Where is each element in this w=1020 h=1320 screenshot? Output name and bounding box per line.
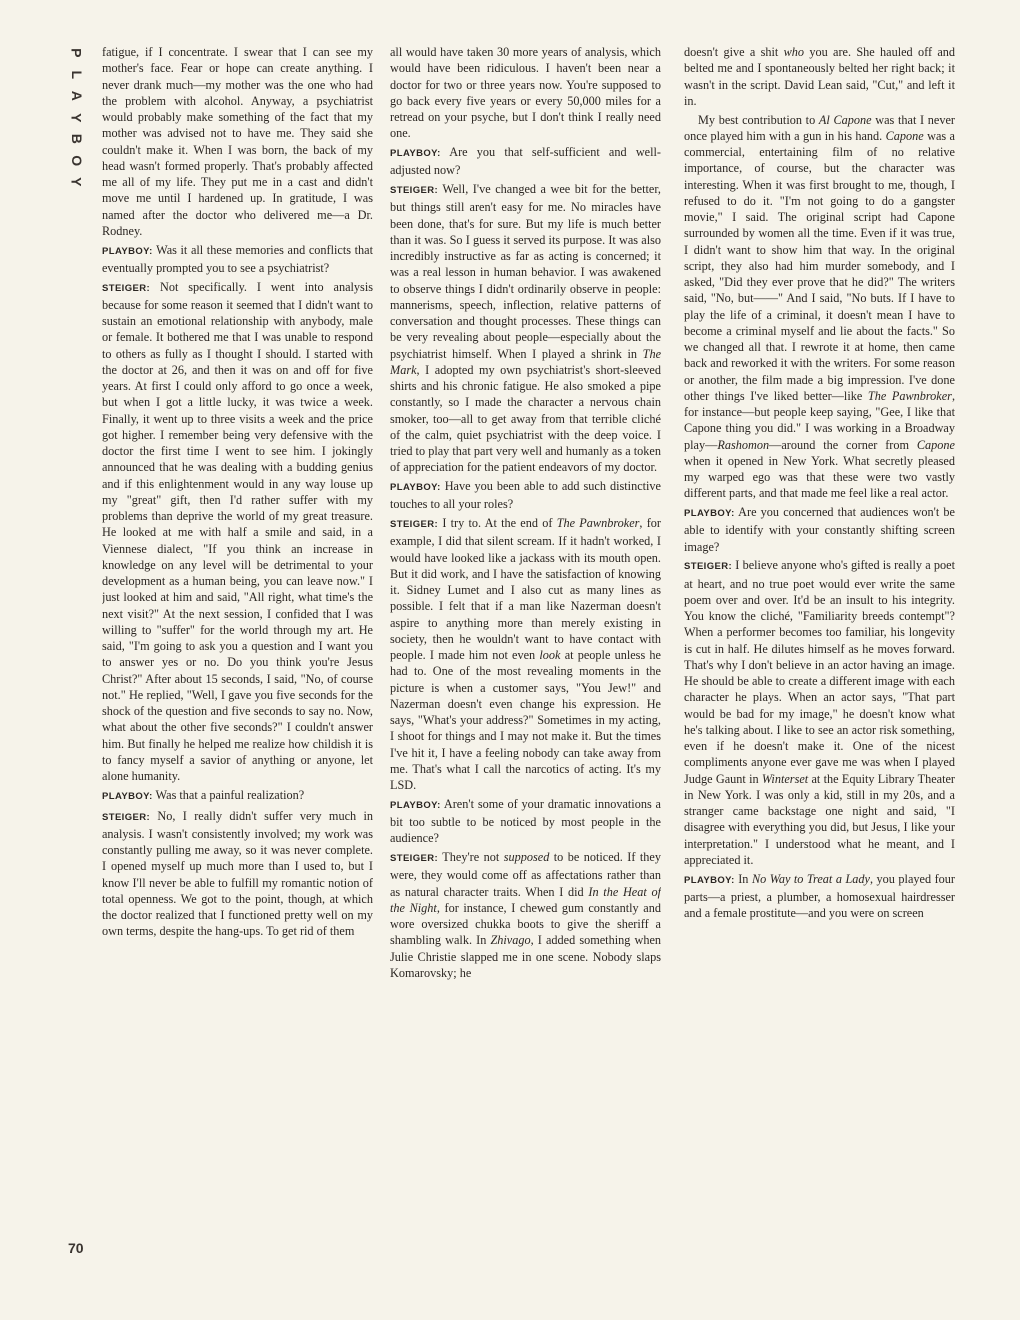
- speaker-label-playboy: PLAYBOY:: [102, 790, 153, 802]
- article-paragraph: [102, 44, 373, 239]
- paragraph-text: , I added something when Julie Christie slapped me in one scene. Nobody slaps Komarovsky; he: [390, 933, 661, 980]
- speaker-label-steiger: STEIGER:: [102, 811, 151, 823]
- speaker-label-playboy: PLAYBOY:: [684, 508, 735, 519]
- paragraph-text: , for instance, I chewed gum constantly and wore oversized chukka boots to give the sheriff a shambling walk. In: [390, 900, 661, 948]
- magazine-name-letter: A: [68, 90, 85, 101]
- paragraph-text: Are you that self-sufficient and well-adjusted now?: [390, 145, 661, 178]
- paragraph-text: , for example, I did that silent scream. If it hadn't worked, I would have looked like a jackass with its mouth open. But it did work, and I have the satisfaction of knowing it. Sidney Lumet and I also cut as many lines as possible. I felt that if a man like Nazerman doesn't aspire to anything more than merely existing in society, then he wouldn't want to have contact with people. I made him not even: [390, 516, 661, 662]
- paragraph-text: Was it all these memories and conflicts that eventually prompted you to see a psychiatrist?: [102, 242, 373, 275]
- italic-title: Zhivago: [490, 933, 531, 948]
- article-paragraph: [390, 144, 661, 179]
- paragraph-text: all would have taken 30 more years of analysis, which would have been ridiculous. I haven't been near a doctor for two or three years now. You're supposed to go back every five years or every 50,000 miles for a retread on your psyche, but I don't think I really need one.: [390, 45, 661, 141]
- magazine-name-letter: L: [68, 69, 85, 79]
- speaker-label-steiger: STEIGER:: [390, 519, 439, 530]
- paragraph-text: you are. She hauled off and belted me and I spontaneously belted her right back; it wasn't in the script. David Lean said, "Cut," and left it in.: [684, 45, 955, 108]
- magazine-name-vertical: [66, 42, 86, 193]
- paragraph-text: , you played four parts—a priest, a plumber, a homosexual hairdresser and a female prostitute—and you were on screen: [684, 871, 955, 920]
- speaker-label-playboy: PLAYBOY:: [684, 874, 735, 886]
- magazine-name-letter: B: [68, 133, 85, 144]
- magazine-name-letter: O: [68, 154, 85, 166]
- paragraph-text: No, I really didn't suffer very much in analysis. I wasn't consistently involved; my work was constantly pulling me away, so it was never complete. I opened myself up much more than I used to, but I know I'll never be able to fulfill my romantic notion of total openness. We got to the point, though, at which the doctor realized that I functioned pretty well on my own terms, despite the hang-ups. To get rid of them: [102, 808, 373, 939]
- speaker-label-playboy: PLAYBOY:: [102, 245, 153, 257]
- italic-title: The Mark: [390, 346, 661, 377]
- italic-title: supposed: [503, 850, 550, 864]
- paragraph-text: Was that a painful realization?: [152, 787, 305, 802]
- paragraph-text: Well, I've changed a wee bit for the better, but things still aren't easy for me. No miracles have been done, that's for sure. But my life is much better than it was. So I guess it served its purpose. It was also incredibly instructive as far as acting is concerned; it was a real lesson in human behavior. I was awakened to observe things I didn't ordinarily observe in people: mannerisms, speech, inflection, relative patterns of conversation and thought processes. These things can be very revealing about people—especially about the psychiatrist himself. When I played a shrink in: [390, 182, 661, 361]
- paragraph-text: when it opened in New York. What secretly pleased my warped ego was that these were two vastly different parts, and that made me feel like a real actor.: [684, 453, 955, 501]
- italic-title: Capone: [916, 437, 955, 452]
- speaker-label-playboy: PLAYBOY:: [390, 148, 441, 159]
- magazine-name-letter: P: [68, 48, 85, 58]
- magazine-name-letter: Y: [68, 177, 85, 187]
- italic-title: Rashomon: [717, 437, 770, 452]
- speaker-label-playboy: PLAYBOY:: [390, 799, 441, 811]
- page-number: 70: [68, 1240, 84, 1256]
- paragraph-text: Have you been able to add such distinctive touches to all your roles?: [390, 479, 661, 512]
- column-1: [102, 44, 373, 1269]
- article-paragraph: [684, 112, 955, 502]
- article-paragraph: [390, 44, 661, 142]
- italic-title: The Pawnbroker: [867, 388, 952, 403]
- article-paragraph: [102, 279, 373, 785]
- paragraph-text: at the Equity Library Theater in New York. I was only a kid, still in my 20s, and a stranger came backstage one night and said, "I disagree with everything you did, but Jesus, I like your interpretation." I understood what he meant, and I appreciated it.: [684, 771, 955, 867]
- paragraph-text: Not specifically. I went into analysis because for some reason it seemed that I didn't want to sustain an emotional relationship with anybody, male or female. It bothered me that I was unable to respond to others as fully as I thought I should. I started with the doctor at 26, and then it was on and off for five years. At first I could only afford to go once a week, but when I got a little lucky, it was twice a week. Finally, it went up to three visits a week and the price got higher. I remember being very defensive with the doctor the first time I went to see him. I jokingly announced that he was dealing with a budding genius and if this enlightenment would in any way louse up my "great" gift, then I'd rather suffer with my problems than deprive the world of my great treasure. He looked at me with half a smile and said, in a Viennese dialect, "If you think an increase in knowledge on any level will be detrimental to your development as a human being, you can leave now." I just looked at him and said, "All right, what time's the next visit?" At the next session, I confided that I was willing to "suffer" for the world through my art. He said, "I'm going to ask you a question and I want you to answer yes or no. Do you think you're Jesus Christ?" After about 15 seconds, I said, "No, of course not." He replied, "Well, I gave you five seconds for the shock of the question and five seconds to say no. Now, what about the other five seconds?" I couldn't answer him. But finally he helped me realize how childish it is to fancy myself a savior of anything or anyone, let alone humanity.: [102, 279, 373, 783]
- speaker-label-steiger: STEIGER:: [102, 282, 151, 294]
- paragraph-text: Aren't some of your dramatic innovations a bit too subtle to be noticed by most people in the audience?: [390, 796, 661, 846]
- paragraph-text: In: [734, 871, 752, 886]
- article-paragraph: [390, 181, 661, 476]
- paragraph-text: was a commercial, entertaining film of no relative importance, of course, but the character was interesting. When it was first brought to me, though, I refused to do it. "I'm not going to do a gangster movie," I said. The original script had Capone surrounded by women all the time. Even if it was true, I didn't want to show him that way. In the original script, they also had him murder somebody, and I asked, "Did they ever prove that he did?" The writers said, "No, but——" And I said, "No buts. If I have to play the life of a criminal, it doesn't mean I have to become a criminal myself and lie about the facts." So we changed all that. I rewrote it at home, then came back and reworked it with the writers. For some reason or another, the film made a big impression. I've done other things I've liked better—like: [684, 128, 955, 403]
- article-paragraph: [684, 504, 955, 555]
- italic-title: Winterset: [761, 771, 809, 786]
- speaker-label-playboy: PLAYBOY:: [390, 482, 441, 493]
- paragraph-text: , I adopted my own psychiatrist's short-sleeved shirts and his chronic fatigue. He also smoked a pipe constantly, so I made the character a nervous chain smoker, too—all to get away from that terrible cliché of the calm, quiet psychiatrist with the deep voice. I tried to play that part very well and humanly as a token of appreciation for the patient endeavors of my doctor.: [390, 362, 661, 475]
- paragraph-text: Are you concerned that audiences won't be able to identify with your constantly shifting screen image?: [684, 505, 955, 554]
- article-paragraph: [684, 44, 955, 109]
- paragraph-text: My best contribution to: [698, 112, 819, 127]
- italic-title: Capone: [885, 128, 924, 143]
- article-paragraph: [390, 478, 661, 513]
- speaker-label-steiger: STEIGER:: [684, 561, 733, 573]
- article-paragraph: [390, 849, 661, 981]
- article-paragraph: [102, 242, 373, 277]
- italic-title: look: [539, 648, 561, 662]
- paragraph-text: I try to. At the end of: [438, 516, 557, 530]
- italic-title: who: [783, 45, 805, 59]
- speaker-label-steiger: STEIGER:: [390, 853, 439, 864]
- paragraph-text: fatigue, if I concentrate. I swear that I can see my mother's face. Fear or hope can create anything. I never drank much—my mother was the one who had the problem with alcohol. Anyway, a psychiatrist would probably make something of the fact that my mother was advised not to have me. They said she couldn't make it. When I was born, the back of my head wasn't formed properly. That's probably affected me all of my life. They put me in a cast and didn't move me until I hardened up. In gratitude, I was named after the doctor who delivered me—a Dr. Rodney.: [102, 45, 373, 238]
- article-paragraph: [390, 796, 661, 847]
- article-paragraph: [390, 515, 661, 793]
- italic-title: Al Capone: [818, 112, 872, 127]
- column-2: [390, 44, 661, 1269]
- paragraph-text: —around the corner from: [769, 437, 917, 452]
- paragraph-text: doesn't give a shit: [684, 45, 784, 59]
- column-3: [684, 44, 955, 1269]
- article-paragraph: [684, 871, 955, 922]
- paragraph-text: They're not: [438, 850, 504, 864]
- article-paragraph: [102, 787, 373, 805]
- paragraph-text: , for instance—but people keep saying, "Gee, I like that Capone thing you did." I was working in a Broadway play—: [684, 388, 955, 452]
- article-paragraph: [684, 557, 955, 868]
- paragraph-text: at people unless he had to. One of the most revealing moments in the picture is when a customer says, "You Jew!" and Nazerman doesn't even change his expression. He says, "What's your address?" Sometimes in my acting, I shoot for things and I may not make it. But the times I've hit it, I have a feeling nobody can take away from me. That's what I call the narcotics of acting. It's my LSD.: [390, 648, 661, 792]
- italic-title: In the Heat of the Night: [390, 884, 661, 915]
- paragraph-text: I believe anyone who's gifted is really a poet at heart, and no true poet would ever write the same poem over and over. It'd be an insult to his integrity. You know the cliché, "Familiarity breeds contempt"? When a performer becomes too familiar, his longevity is cut in half. He dilutes himself as he moves forward. That's why I don't believe in an actor having an image. He should be able to create a different image with each character he plays. When an actor says, "That part would be bad for my image," he doesn't know what he's talking about. I like to see an actor risk something, even if he doesn't make it. One of the nicest compliments anyone ever gave me was when I played Judge Gaunt in: [684, 558, 955, 786]
- article-paragraph: [102, 808, 373, 940]
- paragraph-text: was that I never once played him with a gun in his hand.: [684, 112, 955, 143]
- paragraph-text: to be noticed. If they were, they would come off as affectations rather than as natural character traits. When I did: [390, 850, 661, 899]
- italic-title: No Way to Treat a Lady: [751, 871, 870, 886]
- magazine-name-letter: Y: [68, 112, 85, 122]
- italic-title: The Pawnbroker: [556, 516, 640, 530]
- speaker-label-steiger: STEIGER:: [390, 185, 439, 196]
